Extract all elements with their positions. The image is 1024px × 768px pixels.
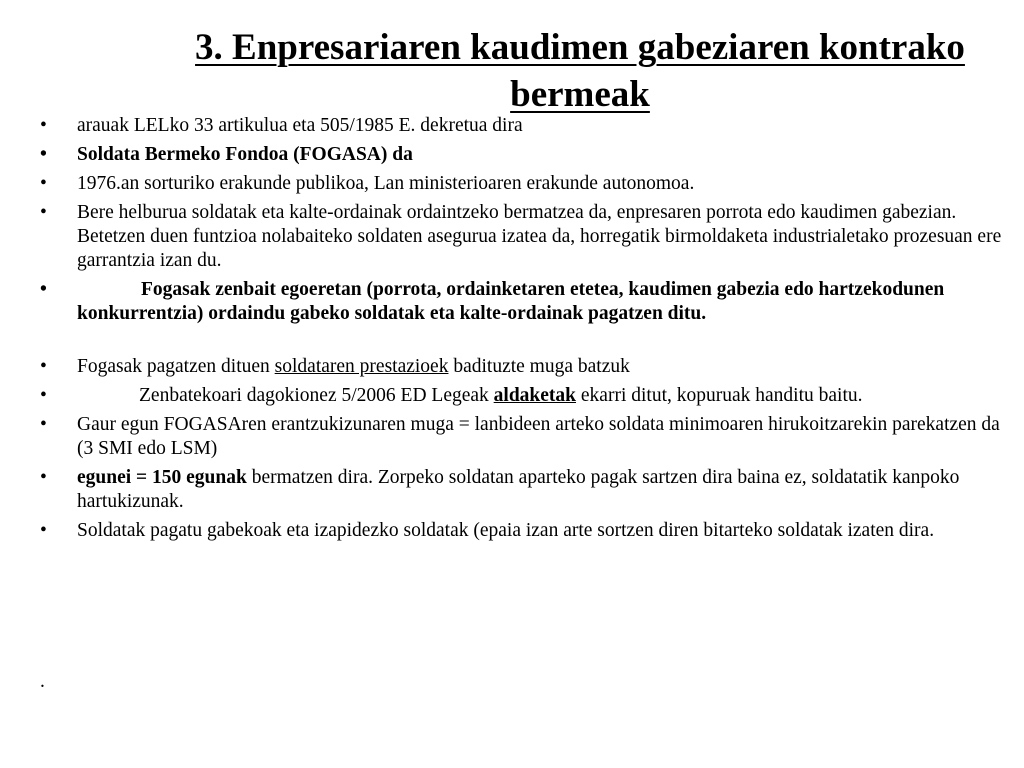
bullet-text: Gaur egun FOGASAren erantzukizunaren muga = lanbideen arteko soldata minimoaren hirukoitzarekin parekatzen da (3 SMI edo LSM)	[77, 414, 1000, 459]
bullet-item-limits	[40, 355, 1012, 379]
bullet-item-origin	[40, 172, 1012, 196]
slide-title-line-1: 3. Enpresariaren kaudimen gabeziaren kontrako	[195, 27, 965, 68]
bullet-emphasis-text: aldaketak	[493, 385, 577, 406]
bullet-text: Soldatak pagatu gabekoak eta izapidezko soldatak (epaia izan arte sortzen diren bitarteko soldatak izaten dira.	[77, 520, 935, 541]
bullet-item-legal-basis	[40, 114, 1012, 138]
bullet-item-days	[40, 466, 1012, 514]
bullet-text: Fogasak zenbait egoeretan (porrota, ordainketaren etetea, kaudimen gabezia edo hartzekodunen konkurrentzia) ordaindu gabeko soldatak eta kalte-ordainak pagatzen ditu.	[77, 279, 945, 324]
bullet-item-amount-change	[40, 384, 1012, 408]
bullet-text: arauak LELko 33 artikulua eta 505/1985 E. dekretua dira	[77, 115, 523, 136]
bullet-text: badituzte muga batzuk	[448, 356, 630, 377]
bullet-text: Zenbatekoari dagokionez 5/2006 ED Legeak	[139, 385, 494, 406]
bullet-item-unpaid-wages	[40, 519, 1012, 543]
bullet-text: 1976.an sorturiko erakunde publikoa, Lan ministerioaren erakunde autonomoa.	[77, 173, 695, 194]
slide-title	[80, 24, 1024, 118]
slide-title-line-2: bermeak	[510, 74, 650, 115]
bullet-item-liability-limit	[40, 413, 1012, 461]
bullet-list	[40, 114, 1012, 548]
bullet-text: Soldata Bermeko Fondoa (FOGASA) da	[77, 144, 413, 165]
bullet-item-fogasa	[40, 143, 1012, 167]
bullet-item-purpose	[40, 201, 1012, 273]
bullet-text: ekarri ditut, kopuruak handitu baitu.	[576, 385, 863, 406]
bullet-text: Fogasak pagatzen dituen	[77, 356, 275, 377]
bullet-text: Bere helburua soldatak eta kalte-ordainak ordaintzeko bermatzea da, enpresaren porrota edo kaudimen gabezian. Betetzen duen funtzioa nolabaiteko soldaten asegurua izatea da, horregatik birmoldaketa industrialetako prozesuan ere garrantzia izan du.	[77, 202, 1002, 271]
trailing-mark: .	[40, 671, 45, 692]
bullet-underlined-text: soldataren prestazioek	[274, 356, 449, 377]
bullet-item-payments	[40, 278, 1012, 326]
bullet-bold-text: egunei = 150 egunak	[77, 467, 247, 488]
bullet-text: bermatzen dira. Zorpeko soldatan aparteko pagak sartzen dira baina ez, soldatatik kanpoko hartukizunak.	[77, 467, 960, 512]
